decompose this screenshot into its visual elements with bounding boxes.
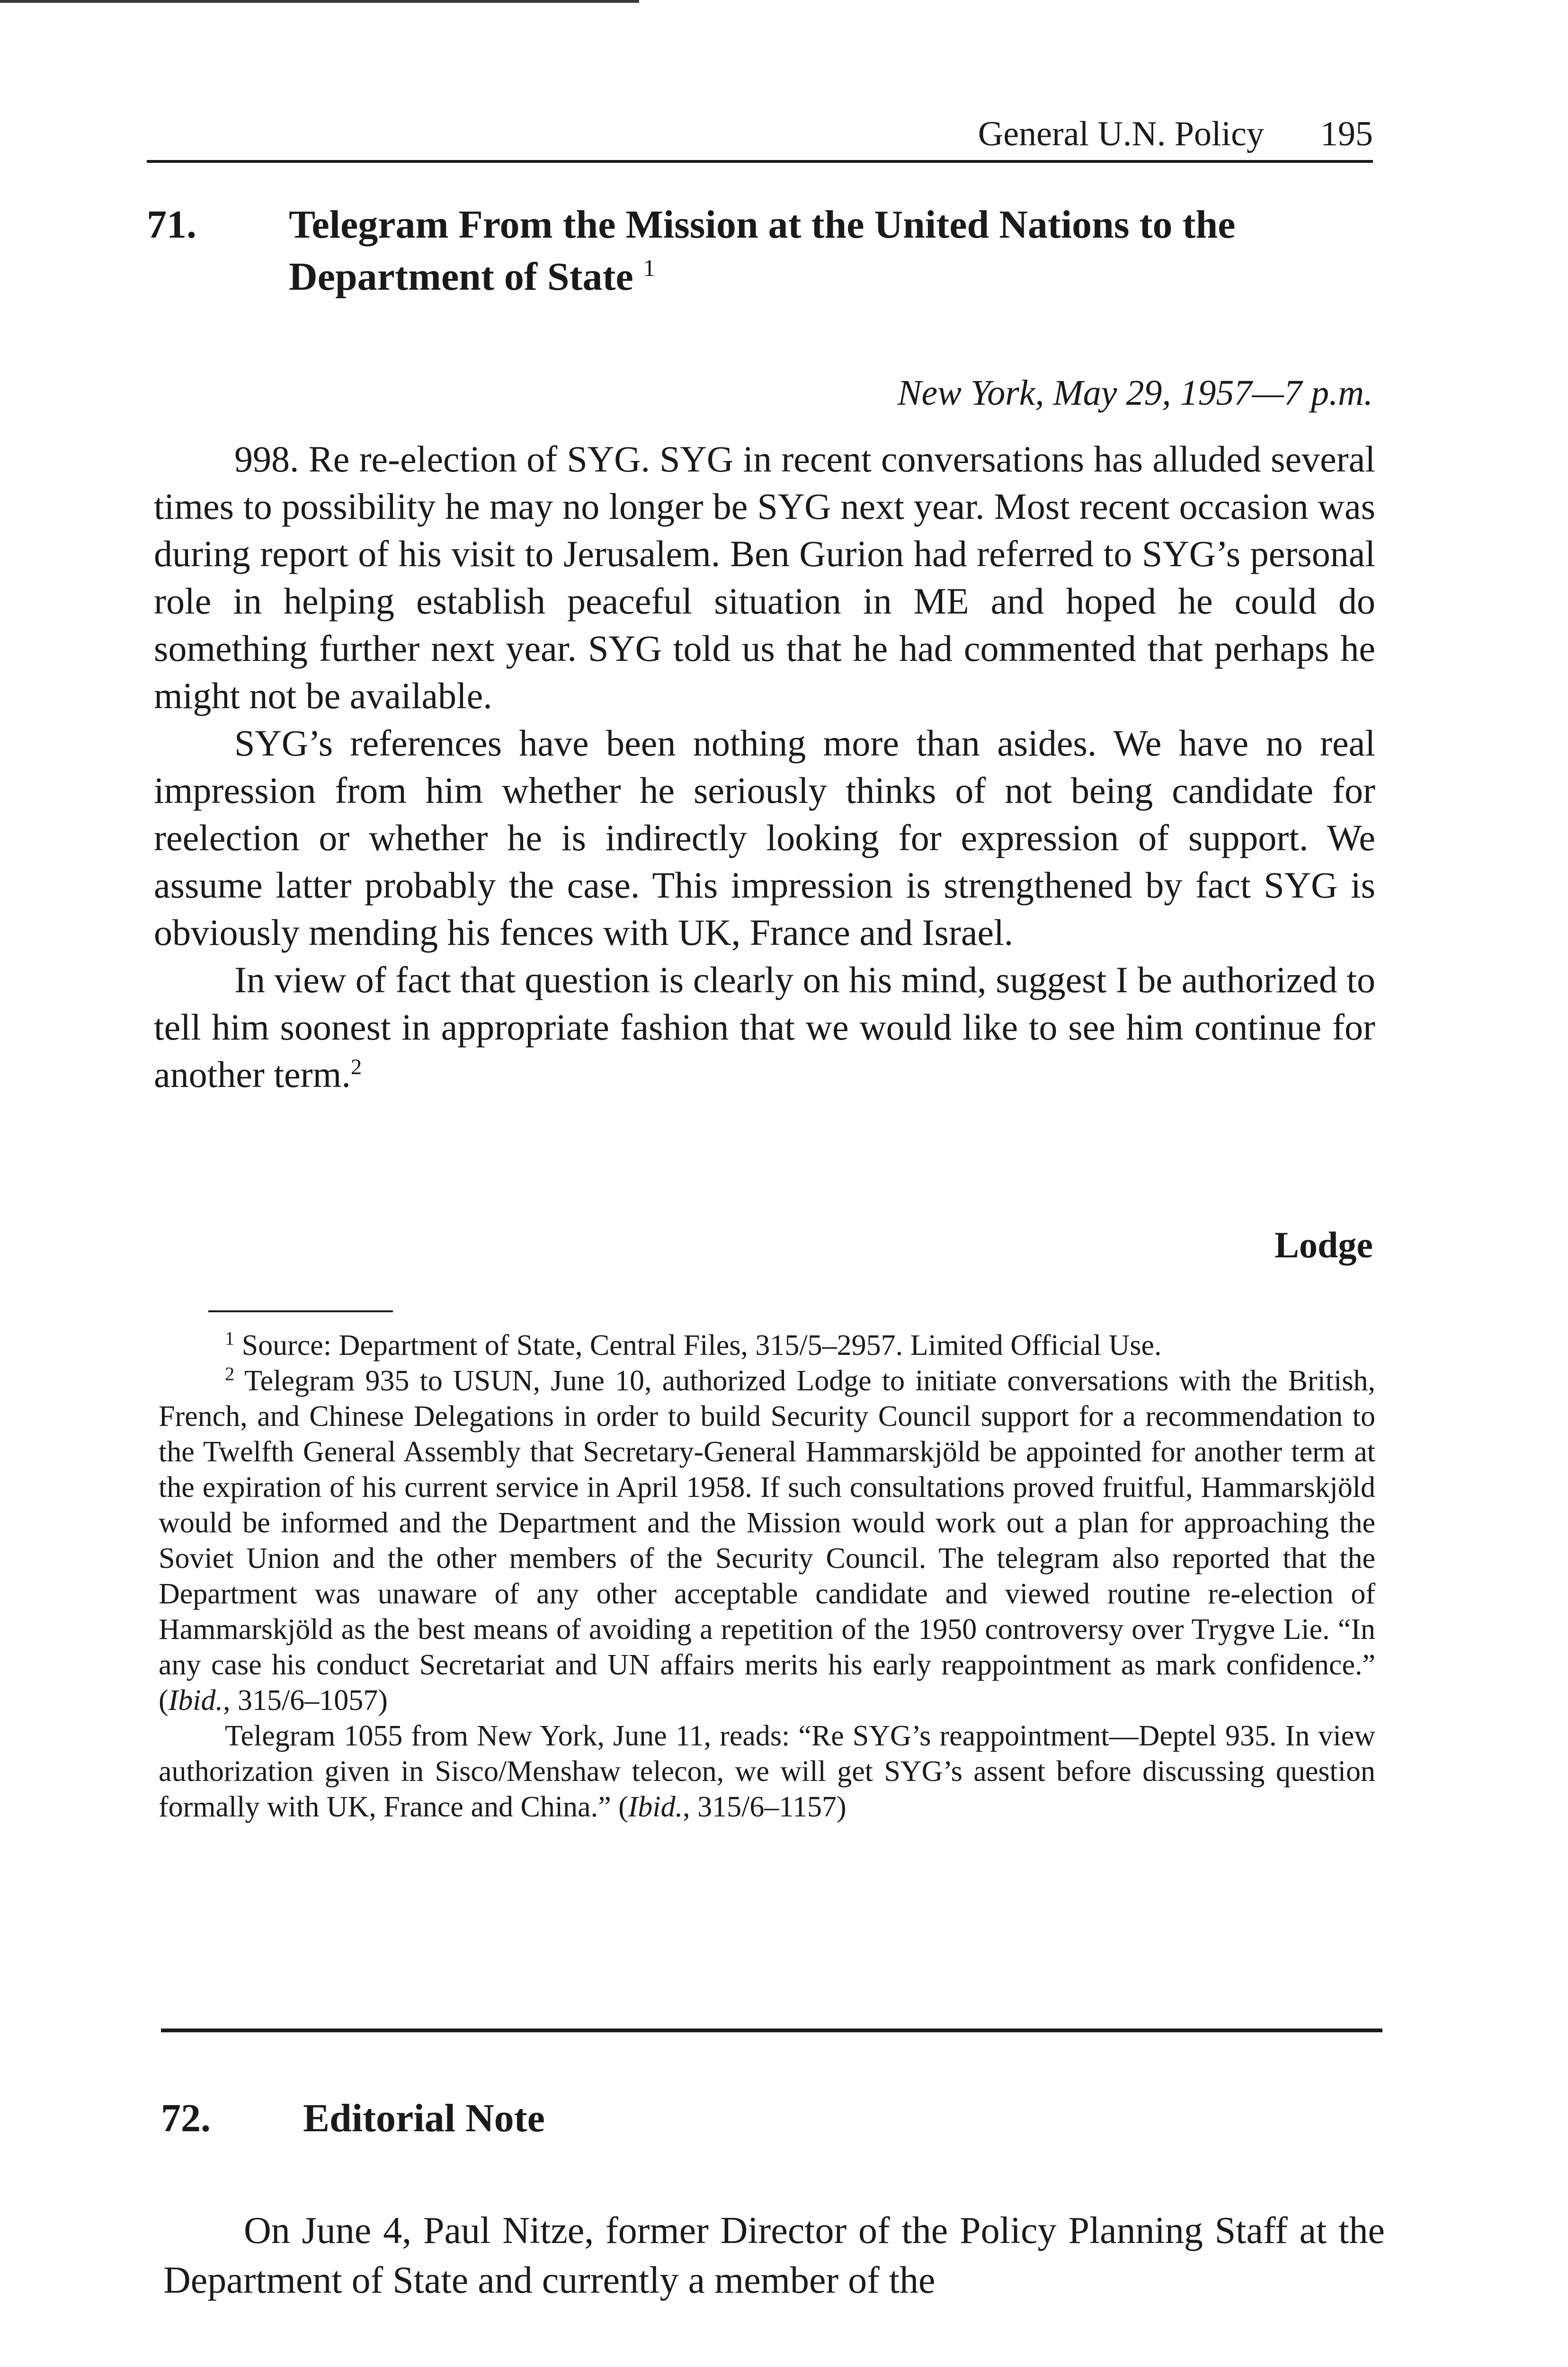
editorial-note-body: [163, 2206, 1385, 2305]
footnote-2b-citation: , 315/6–1157): [683, 1791, 846, 1823]
running-head: [147, 108, 1373, 163]
document-71-number: 71.: [147, 203, 196, 247]
signature: Lodge: [1274, 1224, 1373, 1265]
telegram-body: [154, 436, 1375, 1098]
footnote-2b-ibid: Ibid.: [628, 1791, 683, 1823]
footnote-2-text: Telegram 935 to USUN, June 10, authorized Lodge to initiate conversations with the British, French, and Chinese Delegations in order to build Security Council support for a recommendation to the Twelfth General Assembly that Secretary-General Hammarskjöld be appointed for another term at the expiration of his current service in April 1958. If such consultations proved fruitful, Hammarskjöld would be informed and the Department and the Mission would work out a plan for approaching the Soviet Union and the other members of the Security Council. The telegram also reported that the Department was unaware of any other acceptable candidate and viewed routine re-election of Hammarskjöld as the best means of avoiding a repetition of the 1950 controversy over Trygve Lie. “In any case his conduct Secretariat and UN affairs merits his early reappointment as mark confidence.”: [159, 1365, 1375, 1681]
footnote-2-mark: 2: [225, 1363, 235, 1385]
top-edge-rule: [0, 0, 639, 3]
page-number: 195: [1320, 115, 1373, 153]
telegram-paragraph-1: 998. Re re-election of SYG. SYG in recent conversations has alluded several times to possibility he may no longer be SYG next year. Most recent occasion was during report of his visit to Jerusalem. Ben Gurion had referred to SYG’s personal role in helping establish peaceful situation in ME and hoped he could do something further next year. SYG told us that he had commented that perhaps he might not be available.: [154, 438, 1375, 716]
footnote-2b-text: Telegram 1055 from New York, June 11, reads: “Re SYG’s reappointment—Deptel 935. In view authorization given in Sisco/Menshaw telecon, we will get SYG’s assent before discussing question formally with UK, France and China.”: [159, 1720, 1375, 1823]
document-71-title-text: Telegram From the Mission at the United Nations to the Department of State: [289, 203, 1236, 299]
footnote-ref-2[interactable]: 2: [350, 1055, 362, 1079]
footnote-ref-1[interactable]: 1: [643, 255, 655, 281]
footnotes: [159, 1328, 1375, 1825]
telegram-paragraph-3-text: In view of fact that question is clearly on his mind, suggest I be authorized to tell him soonest in appropriate fashion that we would like to see him continue for another term.: [154, 959, 1375, 1095]
footnote-1: [159, 1328, 1375, 1363]
footnote-rule: [208, 1310, 393, 1312]
footnote-1-text: Source: Department of State, Central Files, 315/5–2957. Limited Official Use.: [241, 1329, 1162, 1361]
footnote-2-continued: Telegram 1055 from New York, June 11, reads: “Re SYG’s reappointment—Deptel 935. In view authorization given in Sisco/Menshaw telecon, we will get SYG’s assent before discussing question formally with UK, France and China.” (Ibid., 315/6–1157): [159, 1720, 1375, 1823]
telegram-paragraph-2: SYG’s references have been nothing more than asides. We have no real impression from him whether he seriously thinks of not being candidate for reelection or whether he is indirectly looking for expression of support. We assume latter probably the case. This impression is strengthened by fact SYG is obviously mending his fences with UK, France and Israel.: [154, 722, 1375, 953]
footnote-1-mark: 1: [225, 1327, 235, 1349]
editorial-paragraph-1: On June 4, Paul Nitze, former Director of the Policy Planning Staff at the Department of State and currently a member of the: [163, 2210, 1385, 2301]
section-divider: [161, 2029, 1382, 2032]
document-71-title: [289, 199, 1373, 303]
telegram-paragraph-3: [154, 956, 1375, 1098]
dateline: New York, May 29, 1957—7 p.m.: [897, 373, 1373, 413]
document-72-number: 72.: [161, 2096, 211, 2140]
footnote-2: $^2$ Telegram 935 to USUN, June 10, authorized Lodge to initiate conversations with the British, French, and Chinese Delegations in order to build Security Council support for a recommendation to the Twelfth General Assembly that Secretary-General Hammarskjöld be appointed for another term at the expiration of his current service in April 1958. If such consultations proved fruitful, Hammarskjöld would be informed and the Department and the Mission would work out a plan for approaching the Soviet Union and the other members of the Security Council. The telegram also reported that the Department was unaware of any other acceptable candidate and viewed routine re-election of Hammarskjöld as the best means of avoiding a repetition of the 1950 controversy over Trygve Lie. “In any case his conduct Secretariat and UN affairs merits his early reappointment as mark confidence.” (Ibid., 315/6–1057): [159, 1363, 1375, 1717]
document-72-title: Editorial Note: [303, 2096, 545, 2140]
footnote-2-citation: , 315/6–1057): [223, 1684, 388, 1717]
footnote-2-ibid: Ibid.: [168, 1684, 223, 1717]
running-head-section: General U.N. Policy: [978, 115, 1264, 153]
